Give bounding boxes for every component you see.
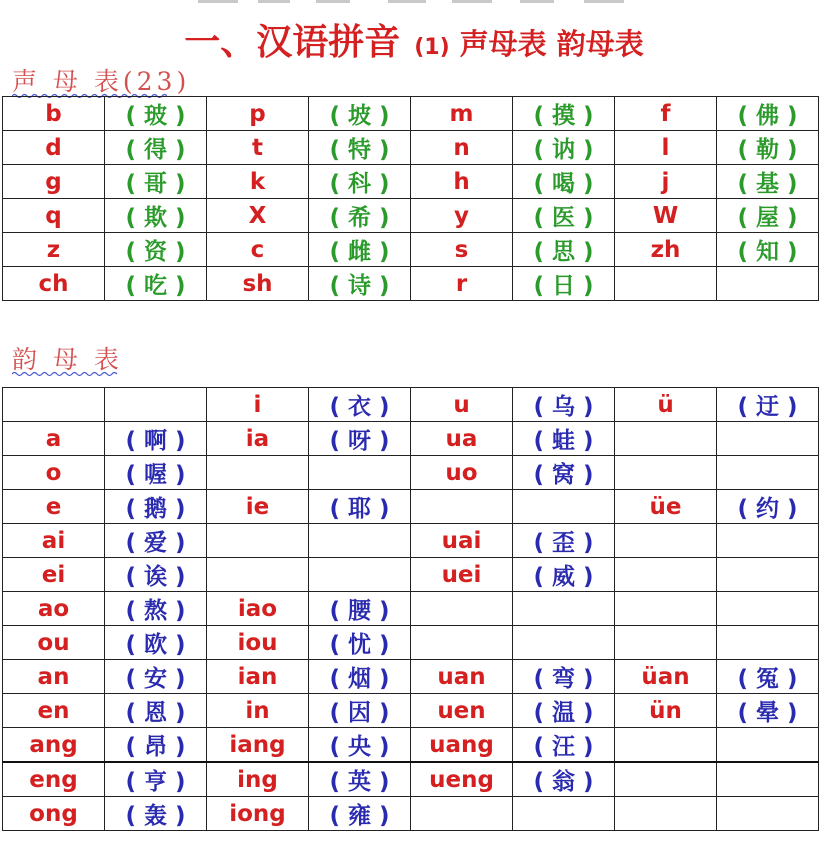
table-row — [3, 456, 819, 490]
example-char-cell: ( 特 ) — [309, 131, 411, 165]
example-char-cell: ( 忧 ) — [309, 626, 411, 660]
example-char-cell: ( 日 ) — [513, 267, 615, 301]
example-char-cell: ( 迂 ) — [717, 388, 819, 422]
example-char: 歪 — [552, 530, 575, 556]
example-char: 衣 — [348, 394, 371, 420]
finals-label: 韵 母 表 — [12, 345, 123, 374]
pinyin-cell: uai — [411, 524, 513, 558]
pinyin-cell: t — [207, 131, 309, 165]
example-char-cell: ( 恩 ) — [105, 694, 207, 728]
pinyin-cell: ian — [207, 660, 309, 694]
pinyin-cell: j — [615, 165, 717, 199]
example-char: 吃 — [144, 273, 167, 299]
pinyin-cell — [615, 558, 717, 592]
example-char-cell: ( 翁 ) — [513, 762, 615, 797]
example-char-cell: ( 晕 ) — [717, 694, 819, 728]
example-char: 诶 — [144, 564, 167, 590]
pinyin-cell — [615, 422, 717, 456]
example-char-cell: ( 耶 ) — [309, 490, 411, 524]
pinyin-cell — [615, 524, 717, 558]
pinyin-cell: z — [3, 233, 105, 267]
pinyin-cell — [3, 388, 105, 422]
pinyin-cell — [411, 490, 513, 524]
example-char: 因 — [348, 700, 371, 726]
example-char: 特 — [348, 137, 371, 163]
pinyin-cell — [615, 797, 717, 831]
pinyin-cell: o — [3, 456, 105, 490]
example-char-cell: ( 呀 ) — [309, 422, 411, 456]
example-char-cell: ( 腰 ) — [309, 592, 411, 626]
table-row — [3, 267, 819, 301]
pinyin-cell: s — [411, 233, 513, 267]
pinyin-cell: en — [3, 694, 105, 728]
table-row — [3, 694, 819, 728]
pinyin-cell: uan — [411, 660, 513, 694]
pinyin-cell: sh — [207, 267, 309, 301]
example-char-cell — [309, 558, 411, 592]
example-char: 安 — [144, 666, 167, 692]
title-sub: 声母表 韵母表 — [459, 27, 644, 61]
pinyin-cell: k — [207, 165, 309, 199]
example-char-cell: ( 蛙 ) — [513, 422, 615, 456]
top-cut-decoration — [0, 0, 828, 8]
example-char-cell: ( 乌 ) — [513, 388, 615, 422]
example-char-cell — [309, 456, 411, 490]
table-row — [3, 165, 819, 199]
example-char: 勒 — [756, 137, 779, 163]
pinyin-cell: q — [3, 199, 105, 233]
pinyin-cell: ua — [411, 422, 513, 456]
example-char: 喔 — [144, 462, 167, 488]
example-char-cell: ( 喝 ) — [513, 165, 615, 199]
title-main: 一、汉语拼音 — [184, 22, 401, 63]
example-char: 恩 — [144, 700, 167, 726]
example-char: 喝 — [552, 171, 575, 197]
pinyin-cell: i — [207, 388, 309, 422]
example-char-cell: ( 诗 ) — [309, 267, 411, 301]
finals-table — [2, 387, 819, 831]
example-char: 熬 — [144, 598, 167, 624]
pinyin-cell — [207, 456, 309, 490]
example-char-cell: ( 因 ) — [309, 694, 411, 728]
example-char-cell — [717, 762, 819, 797]
pinyin-cell: ün — [615, 694, 717, 728]
example-char: 昂 — [144, 734, 167, 760]
example-char: 知 — [756, 239, 779, 265]
example-char: 屋 — [756, 205, 779, 231]
example-char: 窝 — [552, 462, 575, 488]
example-char: 诗 — [348, 273, 371, 299]
pinyin-cell: ei — [3, 558, 105, 592]
pinyin-cell: r — [411, 267, 513, 301]
example-char: 哥 — [144, 171, 167, 197]
finals-label-underline — [12, 371, 118, 377]
initials-label: 声 母 表(23) — [12, 67, 191, 96]
example-char: 欧 — [144, 632, 167, 658]
example-char-cell: ( 哥 ) — [105, 165, 207, 199]
example-char-cell — [513, 626, 615, 660]
pinyin-cell: ai — [3, 524, 105, 558]
page-title — [0, 14, 828, 64]
example-char-cell: ( 窝 ) — [513, 456, 615, 490]
example-char: 汪 — [552, 734, 575, 760]
example-char-cell: ( 鹅 ) — [105, 490, 207, 524]
example-char: 鹅 — [144, 496, 167, 522]
pinyin-cell: d — [3, 131, 105, 165]
pinyin-cell: ang — [3, 728, 105, 763]
initials-table — [2, 96, 819, 301]
example-char: 得 — [144, 137, 167, 163]
example-char: 日 — [552, 273, 575, 299]
example-char-cell: ( 昂 ) — [105, 728, 207, 763]
example-char: 轰 — [144, 803, 167, 829]
title-number: (1) — [414, 35, 450, 60]
example-char: 雌 — [348, 239, 371, 265]
example-char: 玻 — [144, 103, 167, 129]
pinyin-cell: l — [615, 131, 717, 165]
pinyin-cell — [615, 456, 717, 490]
example-char-cell: ( 烟 ) — [309, 660, 411, 694]
example-char-cell: ( 英 ) — [309, 762, 411, 797]
example-char: 央 — [348, 734, 371, 760]
example-char: 耶 — [348, 496, 371, 522]
example-char-cell: ( 约 ) — [717, 490, 819, 524]
example-char: 温 — [552, 700, 575, 726]
example-char: 呀 — [348, 428, 371, 454]
pinyin-cell: a — [3, 422, 105, 456]
pinyin-cell: X — [207, 199, 309, 233]
pinyin-cell: ü — [615, 388, 717, 422]
table-row — [3, 626, 819, 660]
example-char-cell: ( 央 ) — [309, 728, 411, 763]
example-char-cell: ( 资 ) — [105, 233, 207, 267]
example-char: 乌 — [552, 394, 575, 420]
pinyin-cell: ch — [3, 267, 105, 301]
example-char: 弯 — [552, 666, 575, 692]
pinyin-cell: f — [615, 97, 717, 131]
example-char-cell — [717, 558, 819, 592]
pinyin-cell — [411, 626, 513, 660]
example-char-cell: ( 医 ) — [513, 199, 615, 233]
example-char: 英 — [348, 769, 371, 795]
example-char-cell — [717, 524, 819, 558]
example-char-cell: ( 安 ) — [105, 660, 207, 694]
example-char-cell: ( 欺 ) — [105, 199, 207, 233]
pinyin-cell: n — [411, 131, 513, 165]
pinyin-cell: m — [411, 97, 513, 131]
pinyin-cell: ie — [207, 490, 309, 524]
example-char-cell: ( 温 ) — [513, 694, 615, 728]
example-char-cell: ( 科 ) — [309, 165, 411, 199]
table-row — [3, 592, 819, 626]
example-char: 雍 — [348, 803, 371, 829]
pinyin-cell: ou — [3, 626, 105, 660]
example-char-cell: ( 轰 ) — [105, 797, 207, 831]
example-char-cell: ( 得 ) — [105, 131, 207, 165]
example-char-cell — [513, 592, 615, 626]
pinyin-cell: in — [207, 694, 309, 728]
pinyin-cell: b — [3, 97, 105, 131]
pinyin-cell: W — [615, 199, 717, 233]
example-char: 基 — [756, 171, 779, 197]
pinyin-cell: e — [3, 490, 105, 524]
example-char: 摸 — [552, 103, 575, 129]
example-char: 科 — [348, 171, 371, 197]
example-char-cell — [513, 797, 615, 831]
pinyin-cell: an — [3, 660, 105, 694]
example-char-cell: ( 摸 ) — [513, 97, 615, 131]
example-char-cell: ( 雍 ) — [309, 797, 411, 831]
pinyin-cell: c — [207, 233, 309, 267]
pinyin-cell: h — [411, 165, 513, 199]
pinyin-cell — [615, 267, 717, 301]
example-char-cell — [717, 728, 819, 763]
pinyin-cell: iou — [207, 626, 309, 660]
pinyin-cell: uang — [411, 728, 513, 763]
example-char: 约 — [756, 496, 779, 522]
example-char-cell — [717, 626, 819, 660]
table-row — [3, 524, 819, 558]
example-char-cell: ( 爱 ) — [105, 524, 207, 558]
example-char-cell: ( 坡 ) — [309, 97, 411, 131]
example-char: 翁 — [552, 769, 575, 795]
pinyin-cell — [615, 626, 717, 660]
pinyin-cell — [411, 797, 513, 831]
pinyin-cell — [615, 592, 717, 626]
example-char: 烟 — [348, 666, 371, 692]
example-char: 坡 — [348, 103, 371, 129]
pinyin-cell: eng — [3, 762, 105, 797]
pinyin-cell — [207, 558, 309, 592]
example-char: 啊 — [144, 428, 167, 454]
pinyin-cell: iang — [207, 728, 309, 763]
example-char-cell: ( 思 ) — [513, 233, 615, 267]
example-char: 爱 — [144, 530, 167, 556]
example-char-cell: ( 佛 ) — [717, 97, 819, 131]
example-char-cell — [105, 388, 207, 422]
example-char-cell — [717, 267, 819, 301]
example-char-cell: ( 基 ) — [717, 165, 819, 199]
example-char: 思 — [552, 239, 575, 265]
example-char-cell — [717, 456, 819, 490]
example-char-cell: ( 屋 ) — [717, 199, 819, 233]
example-char: 蛙 — [552, 428, 575, 454]
example-char-cell: ( 吃 ) — [105, 267, 207, 301]
table-row — [3, 388, 819, 422]
pinyin-cell: y — [411, 199, 513, 233]
example-char: 欺 — [144, 205, 167, 231]
pinyin-cell — [615, 762, 717, 797]
pinyin-cell: zh — [615, 233, 717, 267]
pinyin-cell: ong — [3, 797, 105, 831]
pinyin-cell: üan — [615, 660, 717, 694]
example-char-cell — [717, 797, 819, 831]
pinyin-cell: ueng — [411, 762, 513, 797]
pinyin-cell: uei — [411, 558, 513, 592]
pinyin-cell — [615, 728, 717, 763]
pinyin-cell — [411, 592, 513, 626]
table-row — [3, 199, 819, 233]
pinyin-cell: iao — [207, 592, 309, 626]
table-row — [3, 728, 819, 763]
table-row — [3, 558, 819, 592]
pinyin-cell: üe — [615, 490, 717, 524]
example-char: 医 — [552, 205, 575, 231]
example-char: 佛 — [756, 103, 779, 129]
pinyin-cell: uo — [411, 456, 513, 490]
example-char: 威 — [552, 564, 575, 590]
pinyin-cell: p — [207, 97, 309, 131]
example-char-cell — [717, 592, 819, 626]
example-char: 忧 — [348, 632, 371, 658]
table-row — [3, 131, 819, 165]
pinyin-cell: ao — [3, 592, 105, 626]
example-char-cell: ( 汪 ) — [513, 728, 615, 763]
example-char: 冤 — [756, 666, 779, 692]
example-char: 亨 — [144, 769, 167, 795]
table-row — [3, 97, 819, 131]
example-char-cell: ( 希 ) — [309, 199, 411, 233]
example-char-cell: ( 弯 ) — [513, 660, 615, 694]
table-row — [3, 660, 819, 694]
example-char-cell: ( 歪 ) — [513, 524, 615, 558]
example-char-cell: ( 亨 ) — [105, 762, 207, 797]
example-char: 腰 — [348, 598, 371, 624]
pinyin-cell: ia — [207, 422, 309, 456]
pinyin-cell: uen — [411, 694, 513, 728]
table-row — [3, 797, 819, 831]
pinyin-cell: ing — [207, 762, 309, 797]
table-row — [3, 233, 819, 267]
pinyin-cell — [207, 524, 309, 558]
example-char: 讷 — [552, 137, 575, 163]
example-char-cell: ( 知 ) — [717, 233, 819, 267]
example-char-cell — [513, 490, 615, 524]
example-char: 资 — [144, 239, 167, 265]
pinyin-cell: g — [3, 165, 105, 199]
example-char: 迂 — [756, 394, 779, 420]
example-char-cell: ( 雌 ) — [309, 233, 411, 267]
example-char-cell: ( 衣 ) — [309, 388, 411, 422]
example-char-cell: ( 玻 ) — [105, 97, 207, 131]
table-row — [3, 422, 819, 456]
example-char-cell: ( 欧 ) — [105, 626, 207, 660]
example-char-cell: ( 冤 ) — [717, 660, 819, 694]
pinyin-cell: iong — [207, 797, 309, 831]
example-char-cell: ( 讷 ) — [513, 131, 615, 165]
example-char-cell: ( 啊 ) — [105, 422, 207, 456]
example-char: 晕 — [756, 700, 779, 726]
example-char-cell — [309, 524, 411, 558]
pinyin-cell: u — [411, 388, 513, 422]
example-char-cell — [717, 422, 819, 456]
table-row — [3, 762, 819, 797]
example-char: 希 — [348, 205, 371, 231]
example-char-cell: ( 勒 ) — [717, 131, 819, 165]
example-char-cell: ( 威 ) — [513, 558, 615, 592]
table-row — [3, 490, 819, 524]
example-char-cell: ( 诶 ) — [105, 558, 207, 592]
example-char-cell: ( 熬 ) — [105, 592, 207, 626]
example-char-cell: ( 喔 ) — [105, 456, 207, 490]
